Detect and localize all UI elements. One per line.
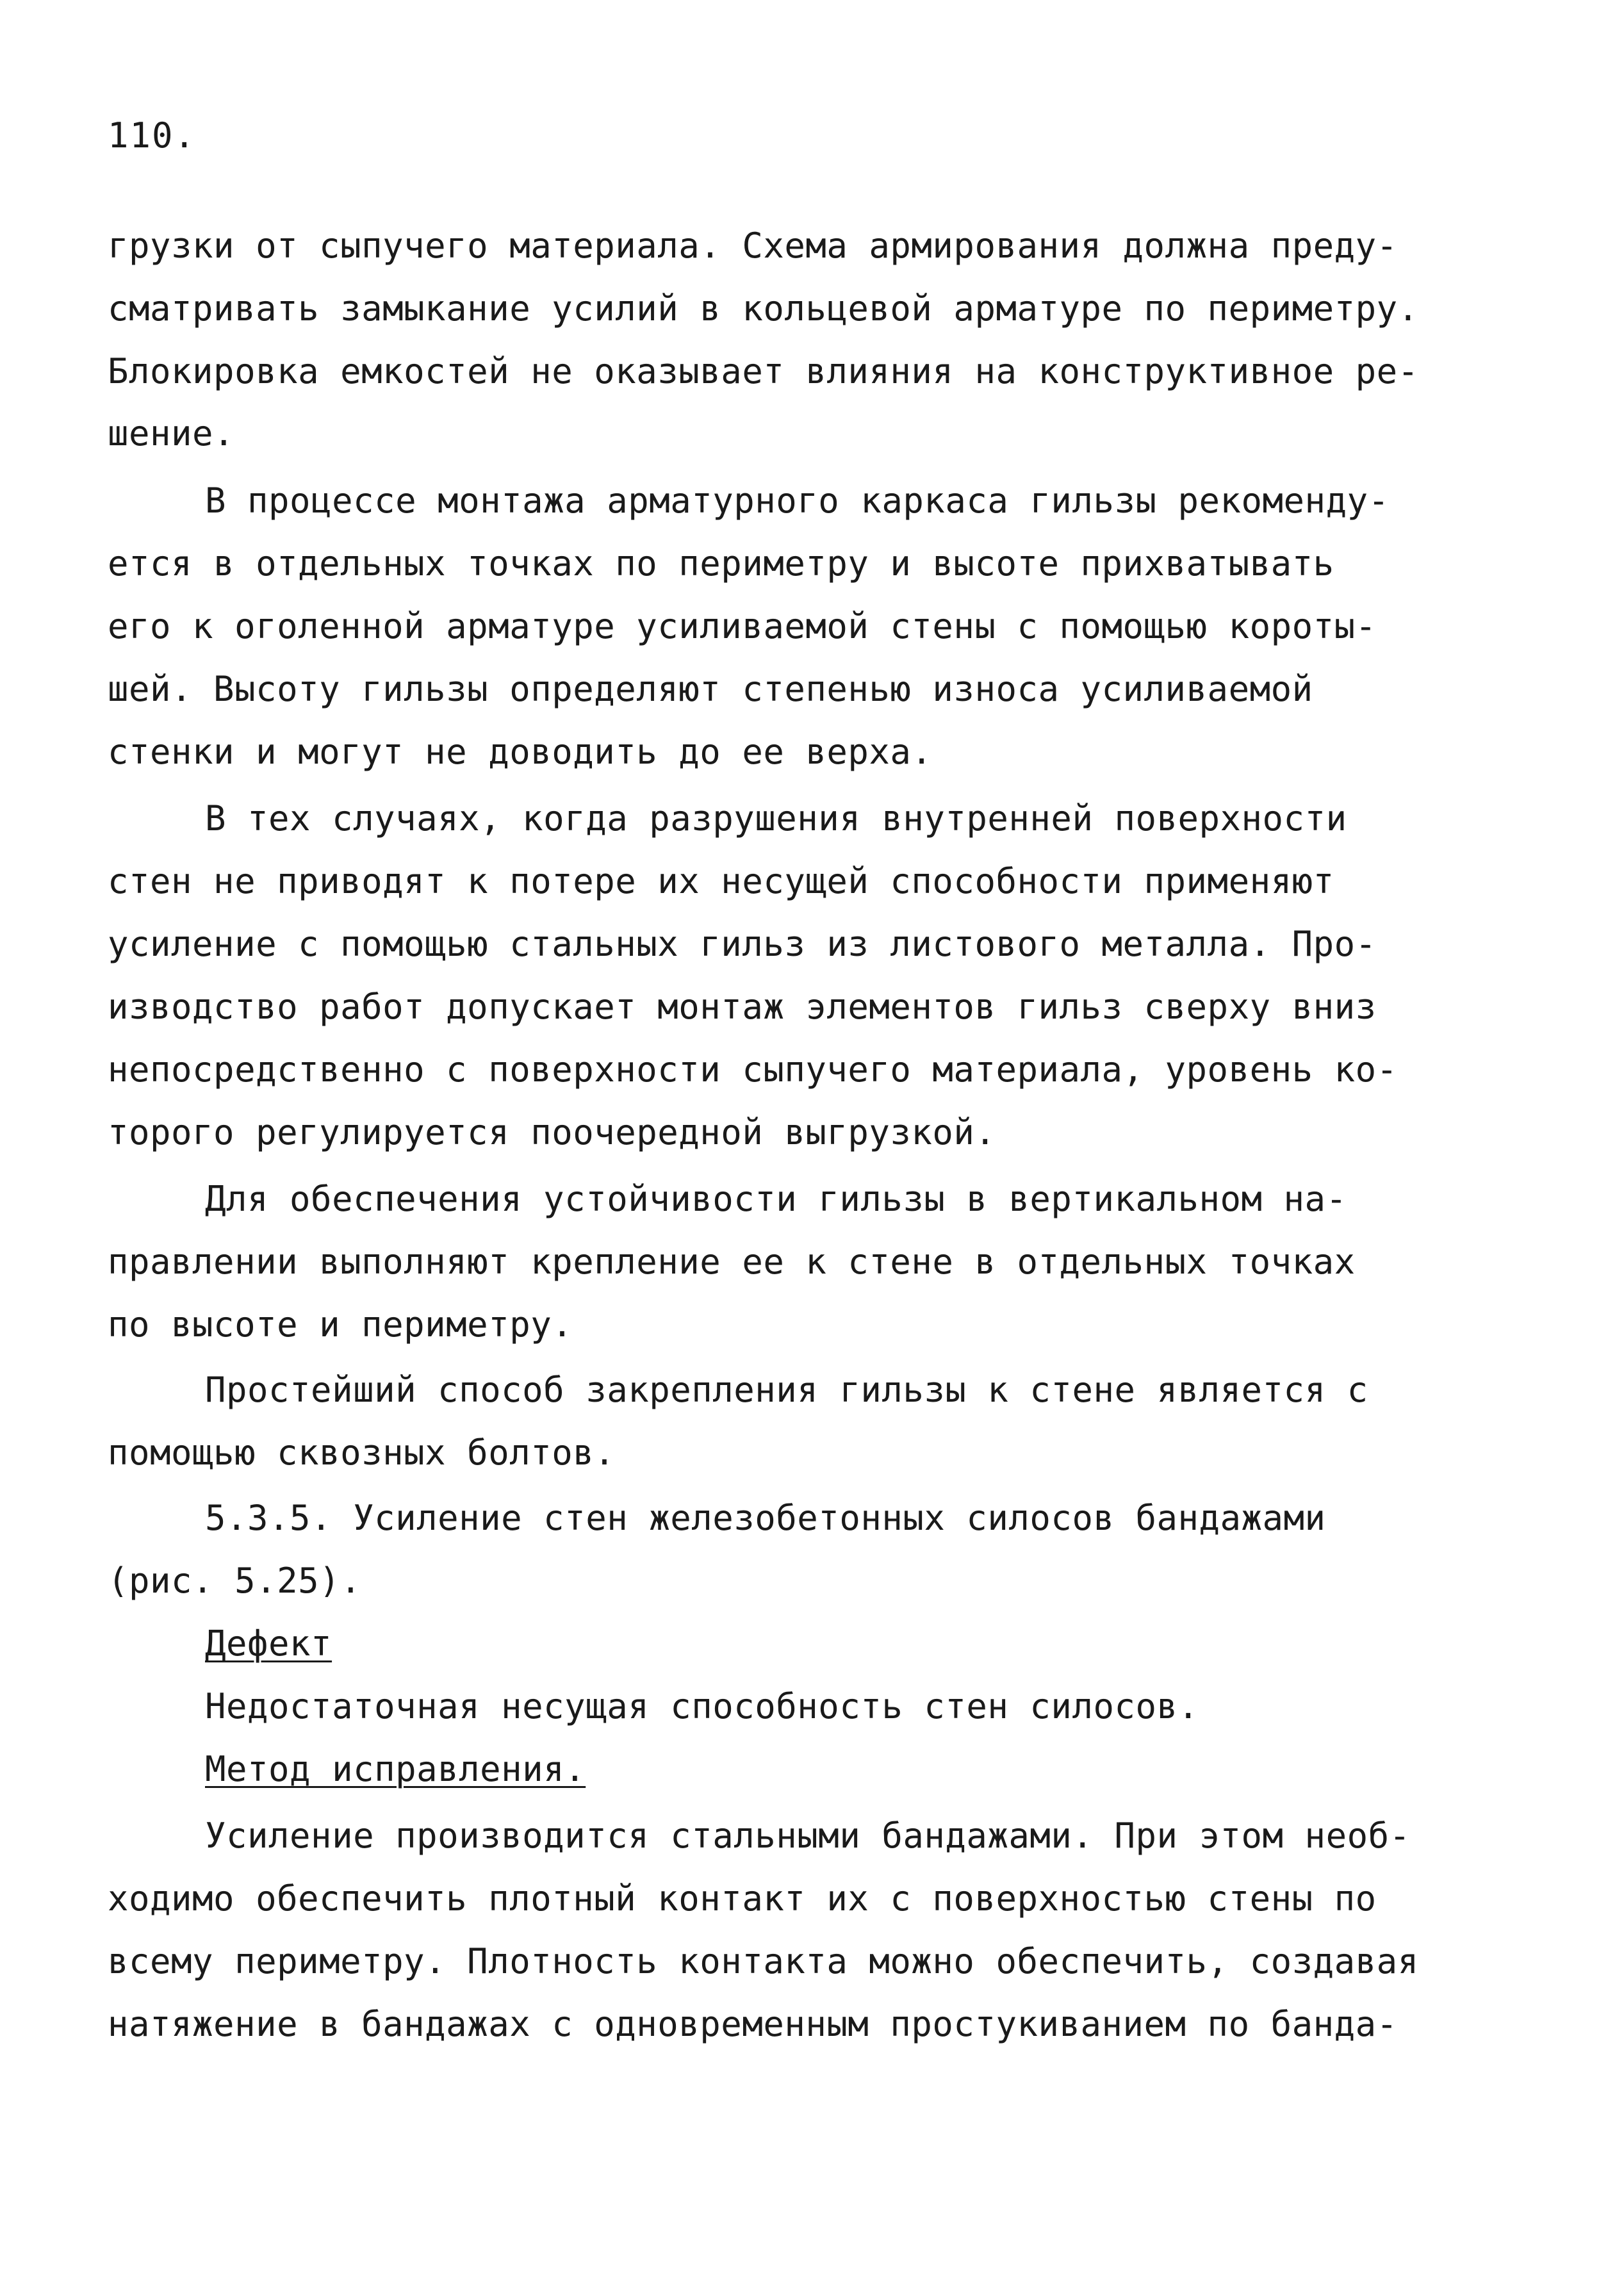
text-line: натяжение в бандажах с одновременным простукиванием по банда- — [108, 2004, 1398, 2044]
text-line: (рис. 5.25). — [108, 1561, 362, 1601]
text-line: его к оголенной арматуре усиливаемой стены с помощью короты- — [108, 606, 1377, 646]
text-line: Усиление производится стальными бандажами. При этом необ- — [205, 1816, 1411, 1856]
text-line: усиление с помощью стальных гильз из листового металла. Про- — [108, 924, 1377, 964]
text-line: сматривать замыкание усилий в кольцевой арматуре по периметру. — [108, 288, 1419, 329]
defect-heading: Дефект — [205, 1623, 332, 1664]
text-line: шение. — [108, 413, 235, 454]
text-line: Простейший способ закрепления гильзы к стене является с — [205, 1370, 1368, 1410]
text-line: правлении выполняют крепление ее к стене в отдельных точках — [108, 1242, 1356, 1282]
text-line: Для обеспечения устойчивости гильзы в вертикальном на- — [205, 1179, 1347, 1219]
text-line: стен не приводят к потере их несущей способности применяют — [108, 861, 1334, 901]
text-line: изводство работ допускает монтаж элементов гильз сверху вниз — [108, 987, 1377, 1027]
text-line: всему периметру. Плотность контакта можно обеспечить, создавая — [108, 1941, 1419, 1981]
text-line: шей. Высоту гильзы определяют степенью износа усиливаемой — [108, 669, 1313, 709]
section-heading: 5.3.5. Усиление стен железобетонных силосов бандажами — [205, 1498, 1326, 1538]
text-line: грузки от сыпучего материала. Схема армирования должна преду- — [108, 225, 1398, 266]
page-number: 110. — [108, 115, 197, 156]
method-heading: Метод исправления. — [205, 1749, 586, 1789]
text-line: Недостаточная несущая способность стен силосов. — [205, 1686, 1199, 1726]
text-line: непосредственно с поверхности сыпучего материала, уровень ко- — [108, 1049, 1398, 1090]
text-line: ется в отдельных точках по периметру и высоте прихватывать — [108, 543, 1334, 584]
text-line: торого регулируется поочередной выгрузкой. — [108, 1112, 996, 1152]
text-line: ходимо обеспечить плотный контакт их с поверхностью стены по — [108, 1878, 1377, 1919]
text-line: помощью сквозных болтов. — [108, 1432, 616, 1473]
text-line: В тех случаях, когда разрушения внутренней поверхности — [205, 798, 1347, 839]
text-line: В процессе монтажа арматурного каркаса гильзы рекоменду- — [205, 480, 1390, 521]
text-line: Блокировка емкостей не оказывает влияния на конструктивное ре- — [108, 351, 1419, 391]
text-line: по высоте и периметру. — [108, 1304, 573, 1345]
text-line: стенки и могут не доводить до ее верха. — [108, 732, 933, 772]
